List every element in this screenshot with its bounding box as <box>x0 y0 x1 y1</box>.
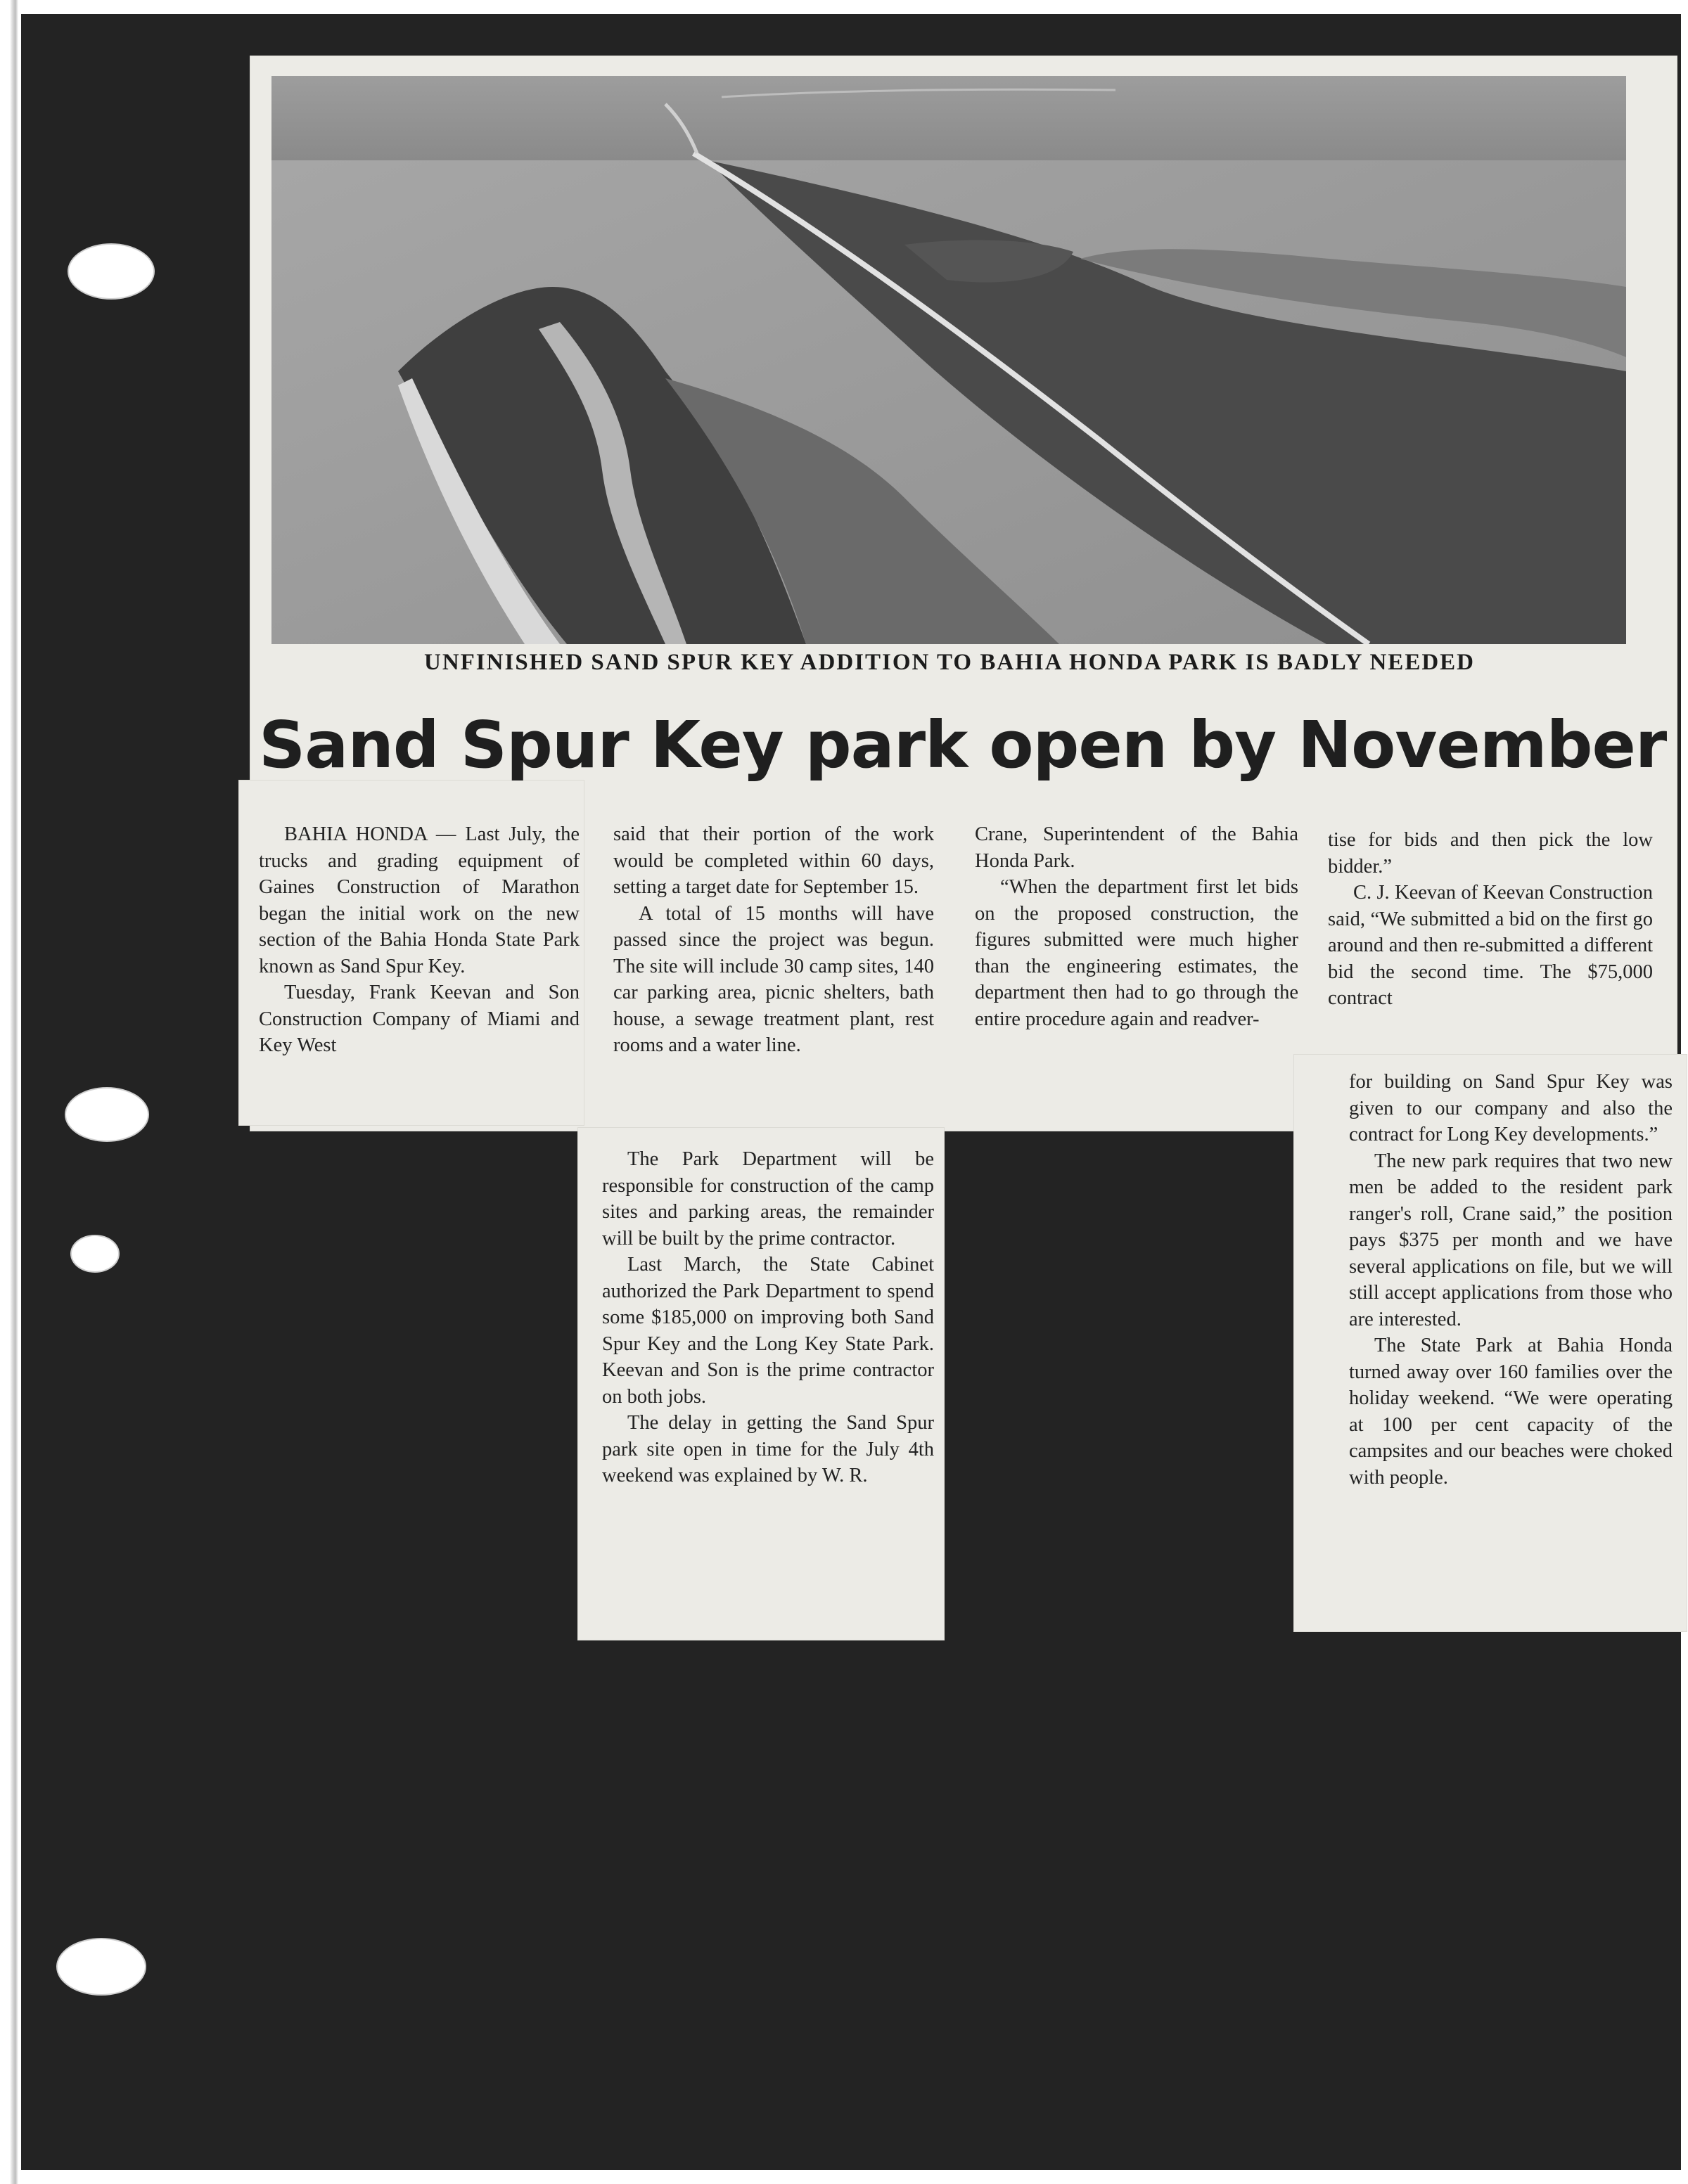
paragraph: The new park requires that two new men be added to the resident park ranger's roll, Crane said,” the position pays $375 per month and we have several applications on file, but we will still accept applications from those who are interested. <box>1349 1150 1673 1330</box>
binder-hole-bottom <box>56 1938 146 1996</box>
paragraph: C. J. Keevan of Keevan Construction said, “We submitted a bid on the first go around and then re-submitted a different bid the second time. The $75,000 contract <box>1328 882 1653 1009</box>
paragraph: said that their portion of the work would be completed within 60 days, setting a target date for September 15. <box>613 823 934 898</box>
aerial-photo <box>271 76 1626 644</box>
paragraph: Crane, Superintendent of the Bahia Honda Park. <box>975 823 1298 872</box>
paragraph: The Park Department will be responsible for construction of the camp sites and parking areas, the remainder will be built by the prime contractor. <box>602 1148 934 1250</box>
paragraph: BAHIA HONDA — Last July, the trucks and grading equipment of Gaines Construction of Marathon began the initial work on the new section of the Bahia Honda State Park known as Sand Spur Key. <box>259 823 580 977</box>
paragraph: Tuesday, Frank Keevan and Son Construction Company of Miami and Key West <box>259 982 580 1056</box>
paragraph: “When the department first let bids on the proposed construction, the figures submitted were much higher than the engineering estimates, the department then had to go through the entire procedure again and readver- <box>975 876 1298 1030</box>
binder-hole-small <box>70 1235 120 1273</box>
article-headline: Sand Spur Key park open by November <box>259 707 1667 783</box>
article-column-3 <box>975 821 1298 1032</box>
article-column-2-bottom <box>602 1146 934 1489</box>
paragraph: tise for bids and then pick the low bidder.” <box>1328 829 1653 878</box>
article-column-4-top <box>1328 827 1653 1012</box>
paragraph: for building on Sand Spur Key was given to our company and also the contract for Long Key developments.” <box>1349 1071 1673 1145</box>
page-left-edge <box>0 0 21 2184</box>
binder-hole-top <box>68 243 155 300</box>
article-column-1 <box>259 821 580 1059</box>
aerial-photo-image <box>271 76 1626 644</box>
paragraph: The delay in getting the Sand Spur park site open in time for the July 4th weekend was explained by W. R. <box>602 1412 934 1486</box>
paragraph: The State Park at Bahia Honda turned away over 160 families over the holiday weekend. “We were operating at 100 per cent capacity of the campsites and our beaches were choked with people. <box>1349 1335 1673 1489</box>
article-column-2-top <box>613 821 934 1059</box>
paragraph: A total of 15 months will have passed since the project was begun. The site will include 30 camp sites, 140 car parking area, picnic shelters, bath house, a sewage treatment plant, rest rooms and a water line. <box>613 902 934 1056</box>
paragraph: Last March, the State Cabinet authorized the Park Department to spend some $185,000 on improving both Sand Spur Key and the Long Key State Park. Keevan and Son is the prime contractor on both jobs. <box>602 1254 934 1408</box>
article-column-4-bottom <box>1349 1069 1673 1491</box>
binder-hole-middle <box>65 1087 149 1142</box>
photo-caption: UNFINISHED SAND SPUR KEY ADDITION TO BAHIA HONDA PARK IS BADLY NEEDED <box>423 650 1475 675</box>
